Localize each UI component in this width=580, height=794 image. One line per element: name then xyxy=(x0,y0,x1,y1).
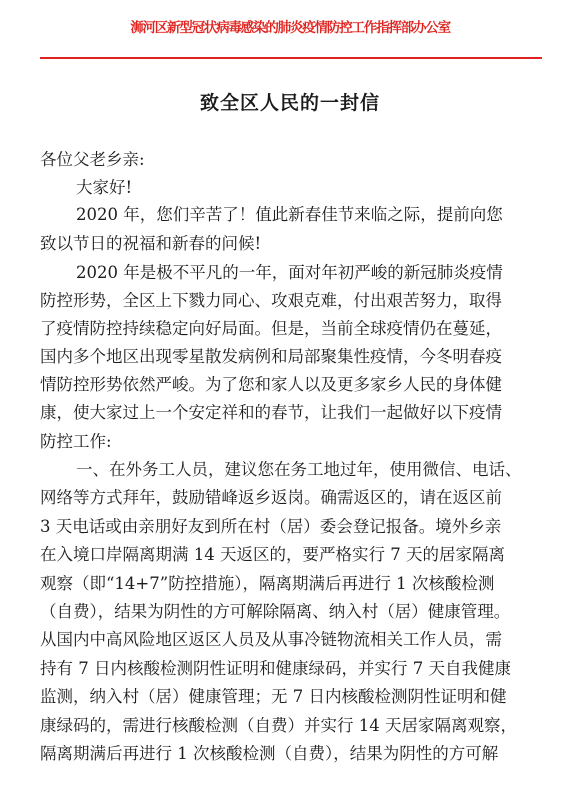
salutation: 各位父老乡亲: xyxy=(40,150,145,169)
body-line: 康，使大家过上一个安定祥和的春节，让我们一起做好以下疫情 xyxy=(40,403,502,422)
body-line: 一、在外务工人员，建议您在务工地过年，使用微信、电话、 xyxy=(76,460,522,479)
header-divider xyxy=(40,57,542,59)
body-line: 情防控形势依然严峻。为了您和家人以及更多家乡人民的身体健 xyxy=(40,375,502,394)
body-line: 观察（即“14+7”防控措施），隔离期满后再进行 1 次核酸检测 xyxy=(40,574,495,593)
body-line: 致以节日的祝福和新春的问候! xyxy=(40,234,262,253)
greeting: 大家好! xyxy=(76,178,133,197)
body-line: 持有 7 日内核酸检测阴性证明和健康绿码，并实行 7 天自我健康 xyxy=(40,659,511,678)
body-line: 2020 年是极不平凡的一年，面对年初严峻的新冠肺炎疫情 xyxy=(76,263,503,282)
body-line: 2020 年，您们辛苦了！值此新春佳节来临之际，提前向您 xyxy=(76,205,503,224)
body-line: 防控形势，全区上下戮力同心、攻艰克难，付出艰苦努力，取得 xyxy=(40,291,502,310)
letter-title: 致全区人民的一封信 xyxy=(199,92,380,114)
body-line: 隔离期满后再进行 1 次核酸检测（自费），结果为阴性的方可解 xyxy=(40,744,499,763)
office-title: 浉河区新型冠状病毒感染的肺炎疫情防控工作指挥部办公室 xyxy=(130,20,450,36)
body-line: 了疫情防控持续稳定向好局面。但是，当前全球疫情仍在蔓延， xyxy=(40,319,502,338)
body-line: 在入境口岸隔离期满 14 天返区的，要严格实行 7 天的居家隔离 xyxy=(40,545,505,564)
body-line: （自费），结果为阴性的方可解除隔离、纳入村（居）健康管理。 xyxy=(40,602,511,621)
body-line: 防控工作: xyxy=(40,432,112,451)
body-line: 监测，纳入村（居）健康管理；无 7 日内核酸检测阴性证明和健 xyxy=(40,687,507,706)
body-line: 国内多个地区出现零星散发病例和局部聚集性疫情，今冬明春疫 xyxy=(40,347,502,366)
body-line: 康绿码的，需进行核酸检测（自费）并实行 14 天居家隔离观察， xyxy=(40,716,517,735)
body-line: 网络等方式拜年，鼓励错峰返乡返岗。确需返区的，请在返区前 xyxy=(40,488,502,507)
body-line: 从国内中高风险地区返区人员及从事冷链物流相关工作人员，需 xyxy=(40,630,502,649)
body-line: 3 天电话或由亲朋好友到所在村（居）委会登记报备。境外乡亲 xyxy=(40,517,502,536)
